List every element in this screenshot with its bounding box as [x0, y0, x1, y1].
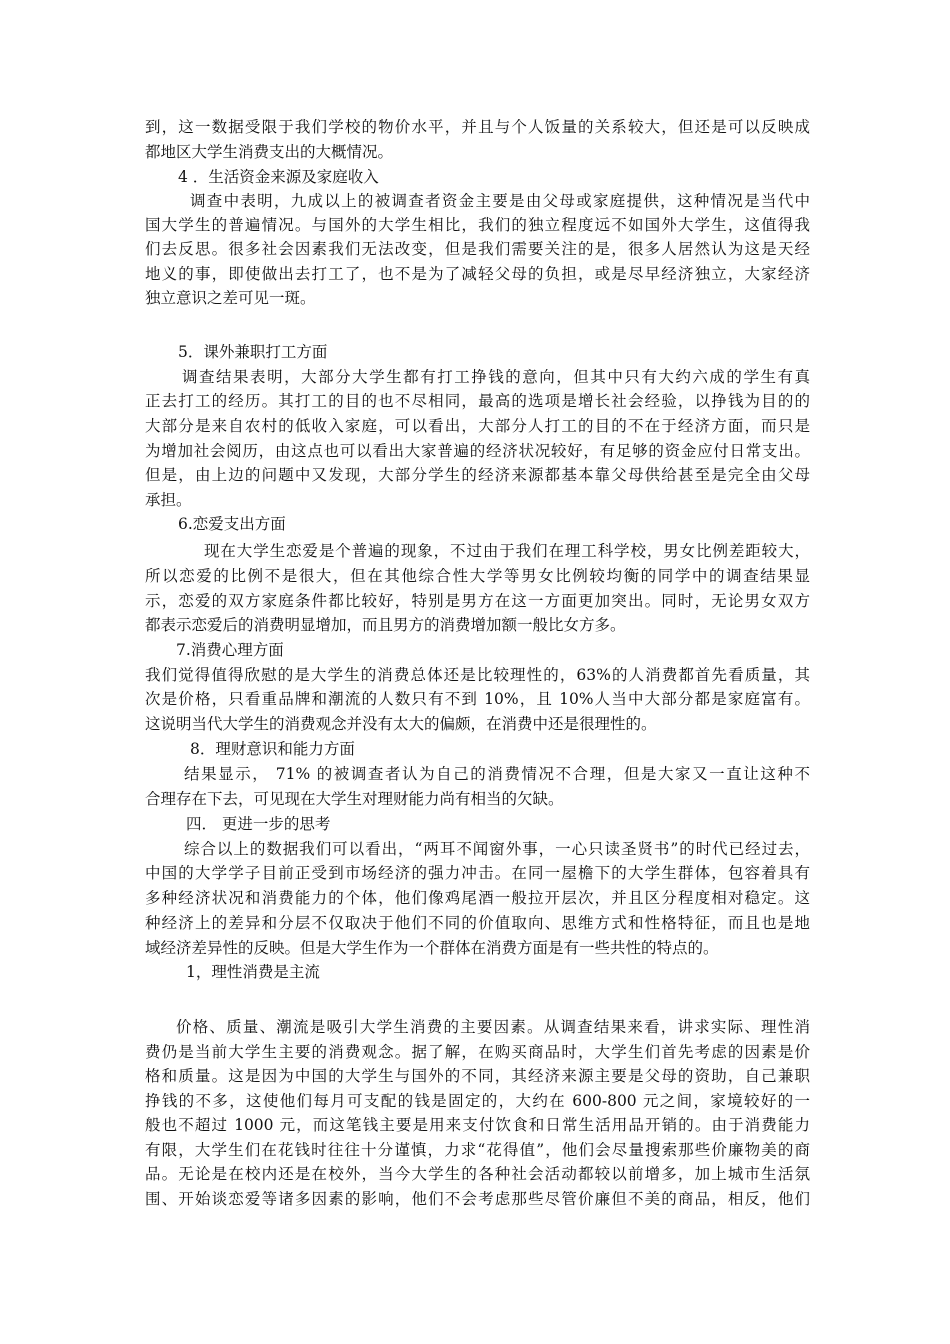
paragraph-line: 地义的事，即使做出去打工了，也不是为了减轻父母的负担，或是尽早经济独立，大家经济 — [145, 265, 810, 283]
paragraph-line: 格和质量。这是因为中国的大学生与国外的不同，其经济来源主要是父母的资助，自己兼职 — [145, 1067, 810, 1085]
paragraph-line: 域经济差异性的反映。但是大学生作为一个群体在消费方面是有一些共性的特点的。 — [145, 939, 719, 957]
paragraph-line: 结果显示， 71% 的被调查者认为自己的消费情况不合理，但是大家又一直让这种不 — [184, 765, 810, 783]
section-heading: 8．理财意识和能力方面 — [190, 740, 355, 758]
paragraph-line: 合理存在下去，可见现在大学生对理财能力尚有相当的欠缺。 — [145, 790, 564, 808]
paragraph-line: 到，这一数据受限于我们学校的物价水平，并且与个人饭量的关系较大，但还是可以反映成 — [145, 118, 810, 136]
paragraph-line: 我们觉得值得欣慰的是大学生的消费总体还是比较理性的，63%的人消费都首先看质量，其 — [145, 666, 810, 684]
paragraph-line: 挣钱的不多，这使他们每月可支配的钱是固定的，大约在 600-800 元之间，家境较好的一 — [145, 1092, 810, 1110]
paragraph-line: 们去反思。很多社会因素我们无法改变，但是我们需要关注的是，很多人居然认为这是天经 — [145, 240, 810, 258]
paragraph-line: 般也不超过 1000 元，而这笔钱主要是用来支付饮食和日常生活用品开销的。由于消费能力 — [145, 1116, 810, 1134]
paragraph-line: 都地区大学生消费支出的大概情况。 — [145, 143, 394, 161]
paragraph-line: 为增加社会阅历，由这点也可以看出大家普遍的经济状况较好，有足够的资金应付日常支出。 — [145, 442, 810, 460]
paragraph-line: 多种经济状况和消费能力的个体，他们像鸡尾酒一般拉开层次，并且区分程度相对稳定。这 — [145, 889, 810, 907]
paragraph-line: 正去打工的经历。其打工的目的也不尽相同，最高的选项是增长社会经验，以挣钱为目的的 — [145, 392, 810, 410]
section-heading: 4 ．生活资金来源及家庭收入 — [178, 168, 379, 186]
paragraph-line: 但是，由上边的问题中又发现，大部分学生的经济来源都基本靠父母供给甚至是完全由父母 — [145, 466, 810, 484]
paragraph-line: 国大学生的普遍情况。与国外的大学生相比，我们的独立程度远不如国外大学生，这值得我 — [145, 216, 810, 234]
paragraph-line: 种经济上的差异和分层不仅取决于他们不同的价值取向、思维方式和性格特征，而且也是地 — [145, 914, 810, 932]
section-heading: 6.恋爱支出方面 — [178, 515, 286, 533]
paragraph-line: 围、开始谈恋爱等诸多因素的影响，他们不会考虑那些尽管价廉但不美的商品，相反，他们 — [145, 1190, 810, 1208]
section-heading: 1，理性消费是主流 — [186, 963, 320, 981]
paragraph-line: 现在大学生恋爱是个普遍的现象，不过由于我们在理工科学校，男女比例差距较大， — [204, 542, 810, 560]
paragraph-line: 调查结果表明，大部分大学生都有打工挣钱的意向，但其中只有大约六成的学生有真 — [182, 368, 810, 386]
paragraph-line: 承担。 — [145, 491, 192, 509]
paragraph-line: 大部分是来自农村的低收入家庭，可以看出，大部分人打工的目的不在于经济方面，而只是 — [145, 417, 810, 435]
section-heading: 四． 更进一步的思考 — [186, 815, 331, 833]
section-heading: 7.消费心理方面 — [176, 641, 284, 659]
paragraph-line: 中国的大学学子目前正受到市场经济的强力冲击。在同一屋檐下的大学生群体，包容着具有 — [145, 864, 810, 882]
paragraph-line: 品。无论是在校内还是在校外，当今大学生的各种社会活动都较以前增多，加上城市生活氛 — [145, 1165, 810, 1183]
paragraph-line: 示，恋爱的双方家庭条件都比较好，特别是男方在这一方面更加突出。同时，无论男女双方 — [145, 592, 810, 610]
paragraph-line: 都表示恋爱后的消费明显增加，而且男方的消费增加额一般比女方多。 — [145, 616, 626, 634]
section-heading: 5．课外兼职打工方面 — [178, 343, 328, 361]
paragraph-line: 调查中表明，九成以上的被调查者资金主要是由父母或家庭提供，这种情况是当代中 — [190, 192, 810, 210]
paragraph-line: 所以恋爱的比例不是很大，但在其他综合性大学等男女比例较均衡的同学中的调查结果显 — [145, 567, 810, 585]
paragraph-line: 这说明当代大学生的消费观念并没有太大的偏颇，在消费中还是很理性的。 — [145, 715, 657, 733]
paragraph-line: 独立意识之差可见一斑。 — [145, 289, 316, 307]
paragraph-line: 费仍是当前大学生主要的消费观念。据了解，在购买商品时，大学生们首先考虑的因素是价 — [145, 1043, 810, 1061]
paragraph-line: 价格、质量、潮流是吸引大学生消费的主要因素。从调查结果来看，讲求实际、理性消 — [176, 1018, 810, 1036]
paragraph-line: 次是价格，只看重品牌和潮流的人数只有不到 10%，且 10%人当中大部分都是家庭富有。 — [145, 690, 810, 708]
paragraph-line: 综合以上的数据我们可以看出，“两耳不闻窗外事，一心只读圣贤书”的时代已经过去， — [184, 840, 810, 858]
paragraph-line: 有限，大学生们在花钱时往往十分谨慎，力求“花得值”，他们会尽量搜索那些价廉物美的商 — [145, 1141, 810, 1159]
